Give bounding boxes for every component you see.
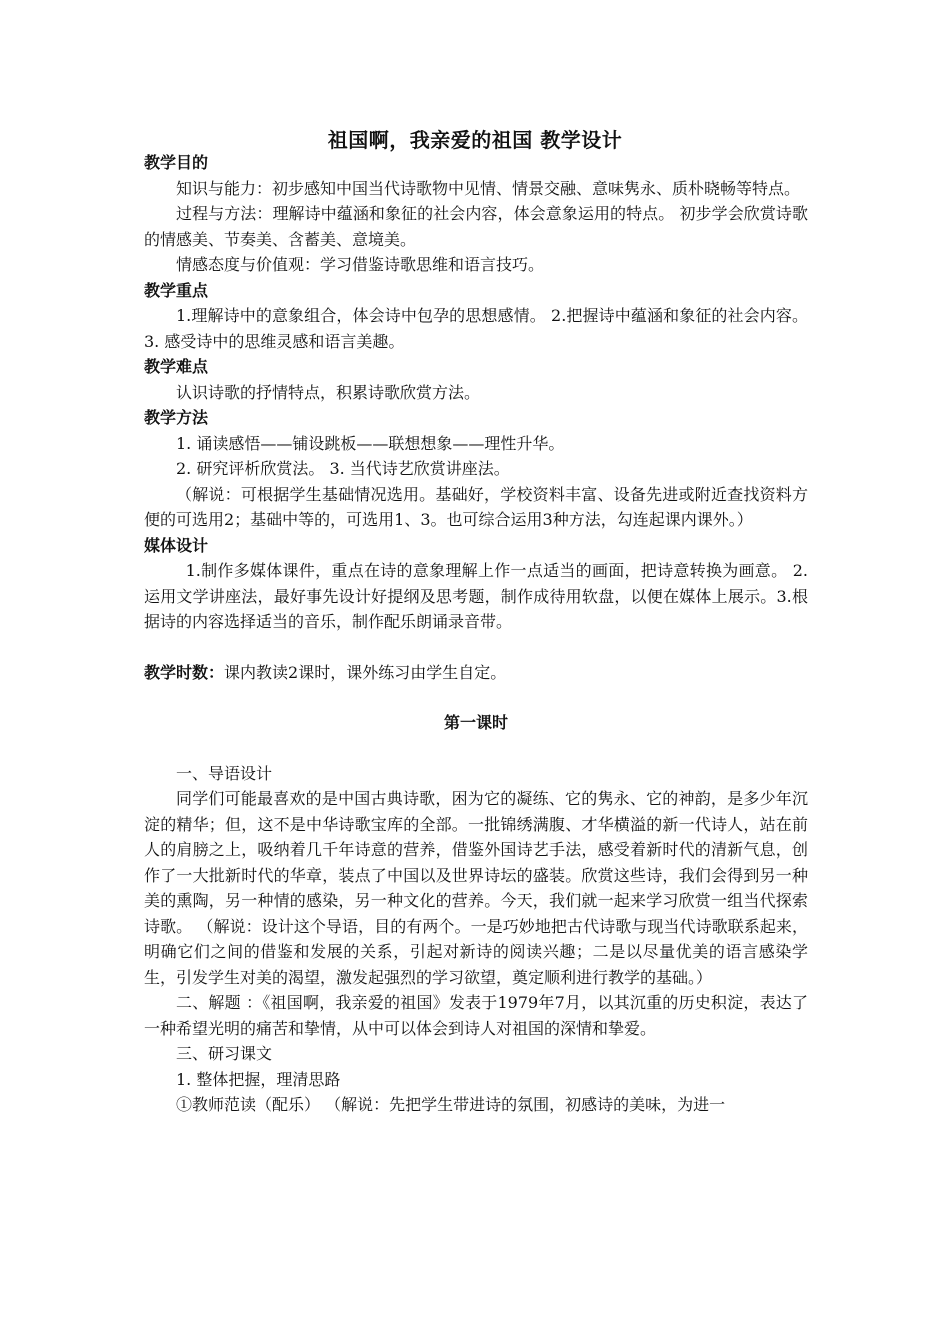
heading-difficulties: 教学难点 bbox=[144, 357, 209, 376]
heading-lesson-one: 第一课时 bbox=[443, 713, 508, 732]
paragraph-teaching-hours bbox=[144, 660, 808, 686]
paragraph-method-2: 2. 研究评析欣赏法。 3. 当代诗艺欣赏讲座法。 bbox=[176, 459, 510, 478]
paragraph-process: 过程与方法：理解诗中蕴涵和象征的社会内容，体会意象运用的特点。 初步学会欣赏诗歌的情感美、节奏美、含蓄美、意境美。 bbox=[144, 204, 808, 249]
spacer bbox=[144, 736, 808, 761]
paragraph-method-1: 1. 诵读感悟——铺设跳板——联想想象——理性升华。 bbox=[176, 433, 565, 453]
spacer bbox=[144, 635, 808, 660]
paragraph-attitude: 情感态度与价值观：学习借鉴诗歌思维和语言技巧。 bbox=[176, 255, 545, 274]
paragraph-knowledge: 知识与能力：初步感知中国当代诗歌物中见情、情景交融、意味隽永、质朴晓畅等特点。 bbox=[176, 178, 801, 198]
document-body bbox=[144, 150, 808, 1118]
paragraph-media-design: 1.制作多媒体课件，重点在诗的意象理解上作一点适当的画面，把诗意转换为画意。 2.运用文学讲座法，最好事先设计好提纲及思考题，制作成待用软盘，以便在媒体上展示。3.根据诗的内容选择适当的音乐，制作配乐朗诵录音带。 bbox=[144, 561, 808, 631]
label-teaching-hours: 教学时数： bbox=[144, 662, 225, 682]
paragraph-title-explanation: 二、解题 ：《祖国啊，我亲爱的祖国》发表于1979年7月，以其沉重的历史积淀，表达了一种希望光明的痛苦和挚情，从中可以体会到诗人对祖国的深情和挚爱。 bbox=[144, 993, 808, 1038]
heading-intro-design: 一、导语设计 bbox=[176, 763, 273, 783]
document-title: 祖国啊，我亲爱的祖国 教学设计 bbox=[327, 128, 623, 152]
paragraph-difficulties: 认识诗歌的抒情特点，积累诗歌欣赏方法。 bbox=[176, 382, 481, 402]
spacer bbox=[144, 685, 808, 710]
paragraph-intro-design: 同学们可能最喜欢的是中国古典诗歌，困为它的凝练、它的隽永、它的神韵，是多少年沉淀的精华；但，这不是中华诗歌宝库的全部。一批锦绣满腹、才华横溢的新一代诗人，站在前人的肩膀之上，吸纳着几千年诗意的营养，借鉴外国诗艺手法，感受着新时代的清新气息，创作了一大批新时代的华章，装点了中国以及世界诗坛的盛装。欣赏这些诗，我们会得到另一种美的熏陶，另一种情的感染，另一种文化的营养。今天，我们就一起来学习欣赏一组当代探索诗歌。 （解说：设计这个导语，目的有两个。一是巧妙地把古代诗歌与现当代诗歌联系起来，明确它们之间的借鉴和发展的关系，引起对新诗的阅读兴趣；二是以尽量优美的语言感染学生，引发学生对美的渴望，激发起强烈的学习欲望，奠定顺利进行教学的基础。） bbox=[144, 789, 808, 987]
heading-key-points: 教学重点 bbox=[144, 280, 209, 300]
paragraph-key-points: 1.理解诗中的意象组合，体会诗中包孕的思想感情。 2.把握诗中蕴涵和象征的社会内容。 3. 感受诗中的思维灵感和语言美趣。 bbox=[144, 306, 808, 351]
heading-study-text: 三、研习课文 bbox=[176, 1044, 273, 1063]
heading-teaching-goals: 教学目的 bbox=[144, 153, 209, 172]
subheading-overall-grasp: 1. 整体把握，理清思路 bbox=[176, 1069, 341, 1089]
heading-media-design: 媒体设计 bbox=[144, 535, 209, 555]
paragraph-method-note: （解说：可根据学生基础情况选用。基础好，学校资料丰富、设备先进或附近查找资料方便的可选用2；基础中等的，可选用1、3。也可综合运用3种方法，勾连起课内课外。） bbox=[144, 484, 808, 529]
heading-methods: 教学方法 bbox=[144, 408, 209, 427]
text-teaching-hours: 课内教读2课时，课外练习由学生自定。 bbox=[224, 662, 507, 682]
paragraph-teacher-reading: ①教师范读（配乐） （解说：先把学生带进诗的氛围，初感诗的美味，为进一 bbox=[176, 1095, 726, 1114]
